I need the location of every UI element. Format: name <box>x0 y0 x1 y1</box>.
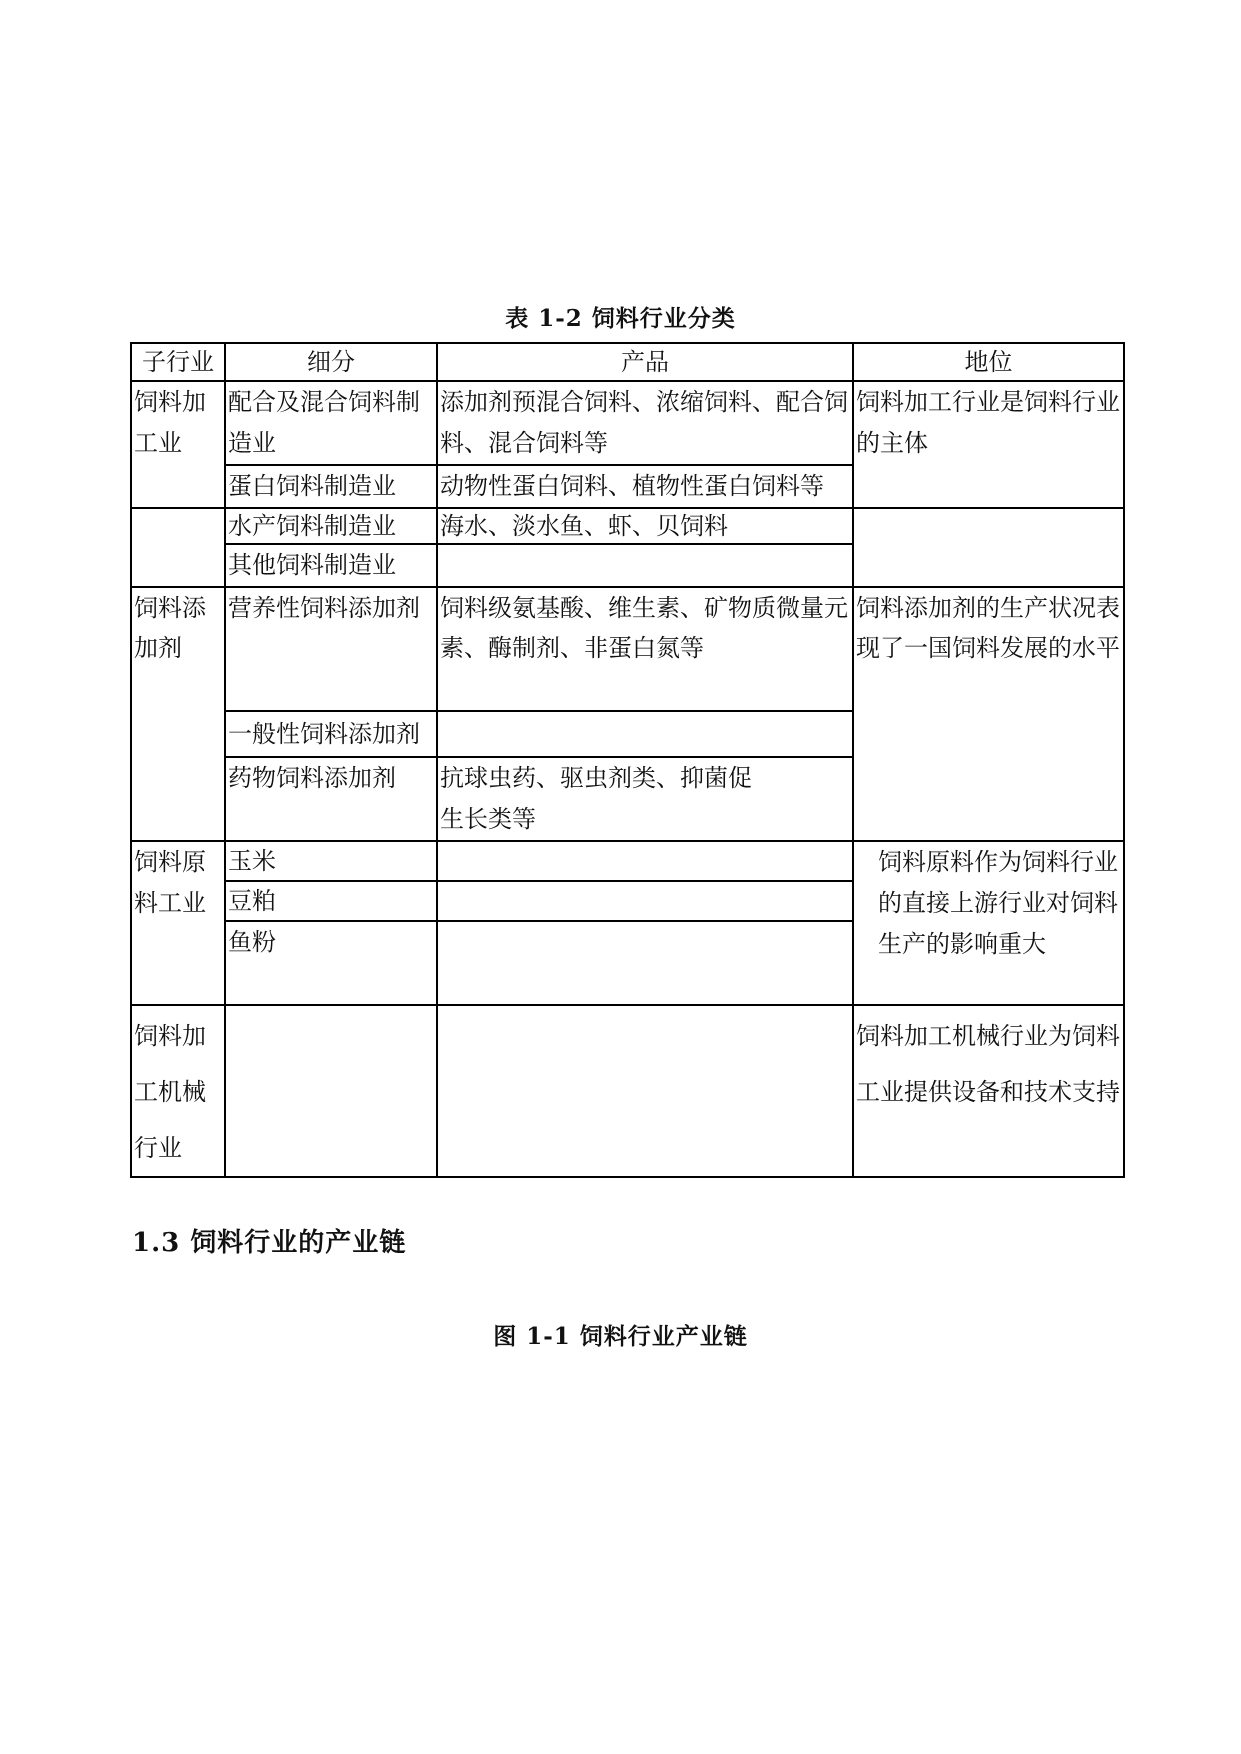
table-row <box>131 1005 1124 1177</box>
segment-cell: 药物饲料添加剂 <box>225 757 437 841</box>
segment-cell: 鱼粉 <box>225 921 437 1005</box>
figure-caption: 图 1-1 饲料行业产业链 <box>493 1323 748 1350</box>
header-segment: 细分 <box>225 343 437 381</box>
product-cell <box>437 1005 853 1177</box>
product-cell <box>437 881 853 921</box>
product-cell <box>437 711 853 757</box>
sub-industry-cell <box>131 508 225 587</box>
position-cell: 饲料加工行业是饲料行业的主体 <box>853 381 1124 508</box>
segment-cell: 配合及混合饲料制造业 <box>225 381 437 465</box>
product-cell <box>437 921 853 1005</box>
segment-cell: 一般性饲料添加剂 <box>225 711 437 757</box>
product-cell <box>437 544 853 587</box>
industry-classification-table <box>130 342 1125 1178</box>
table-row <box>131 587 1124 711</box>
segment-cell: 其他饲料制造业 <box>225 544 437 587</box>
segment-cell: 营养性饲料添加剂 <box>225 587 437 711</box>
product-cell <box>437 841 853 881</box>
product-cell: 饲料级氨基酸、维生素、矿物质微量元素、酶制剂、非蛋白氮等 <box>437 587 853 711</box>
position-cell: 饲料原料作为饲料行业的直接上游行业对饲料生产的影响重大 <box>853 841 1124 1005</box>
table-header-row <box>131 343 1124 381</box>
product-cell: 动物性蛋白饲料、植物性蛋白饲料等 <box>437 465 853 508</box>
table-caption: 表 1-2 饲料行业分类 <box>505 305 736 332</box>
table-row <box>131 381 1124 465</box>
product-cell: 添加剂预混合饲料、浓缩饲料、配合饲料、混合饲料等 <box>437 381 853 465</box>
header-position: 地位 <box>853 343 1124 381</box>
product-cell: 海水、淡水鱼、虾、贝饲料 <box>437 508 853 544</box>
header-sub-industry: 子行业 <box>131 343 225 381</box>
sub-industry-cell: 饲料添加剂 <box>131 587 225 841</box>
position-cell <box>853 508 1124 587</box>
product-line: 抗球虫药、驱虫剂类、抑菌促 <box>440 764 752 792</box>
product-cell <box>437 757 853 841</box>
sub-industry-cell: 饲料原料工业 <box>131 841 225 1005</box>
segment-cell: 蛋白饲料制造业 <box>225 465 437 508</box>
sub-industry-cell: 饲料加工机械行业 <box>131 1005 225 1177</box>
segment-cell: 水产饲料制造业 <box>225 508 437 544</box>
section-heading: 1.3 饲料行业的产业链 <box>132 1228 407 1258</box>
table-row <box>131 508 1124 544</box>
segment-cell: 豆粕 <box>225 881 437 921</box>
position-cell: 饲料添加剂的生产状况表现了一国饲料发展的水平 <box>853 587 1124 841</box>
sub-industry-cell: 饲料加工业 <box>131 381 225 508</box>
segment-cell: 玉米 <box>225 841 437 881</box>
header-product: 产品 <box>437 343 853 381</box>
table-row <box>131 841 1124 881</box>
segment-cell <box>225 1005 437 1177</box>
product-line: 生长类等 <box>440 805 536 833</box>
position-cell: 饲料加工机械行业为饲料工业提供设备和技术支持 <box>853 1005 1124 1177</box>
